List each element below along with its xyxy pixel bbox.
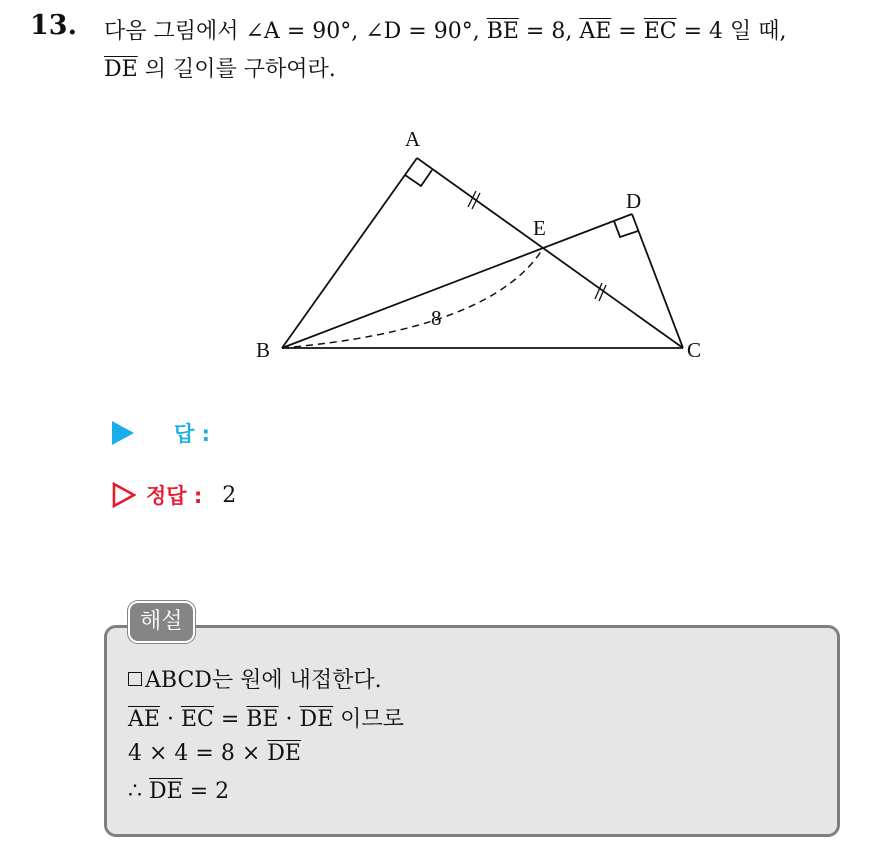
sol-eq: =	[213, 707, 247, 732]
correct-answer-value: 2	[222, 482, 237, 508]
right-angle-mark-a	[405, 170, 432, 186]
segment-ec: $\overline{EC}$	[643, 19, 677, 44]
sol-dot-1: ·	[159, 707, 181, 732]
question-text-a: 다음 그림에서 ∠A = 90°, ∠D = 90°,	[104, 19, 487, 44]
segment-be: $\overline{BE}$	[486, 19, 519, 44]
question-text-c: = 4 일 때,	[676, 19, 787, 44]
segment-bd	[282, 214, 632, 348]
label-c: C	[687, 338, 702, 362]
label-d: D	[626, 189, 642, 213]
label-length-8: 8	[431, 306, 442, 330]
sol-segment-be: $\overline{BE}$	[246, 707, 279, 732]
solution-line-1	[128, 663, 382, 694]
sol-segment-de-3: $\overline{DE}$	[149, 779, 183, 804]
sol-dot-2: ·	[278, 707, 300, 732]
segment-dc	[632, 214, 683, 348]
solution-tab: 해설	[128, 601, 195, 643]
right-angle-mark-d	[614, 221, 638, 237]
quadrilateral-symbol-icon	[128, 672, 142, 686]
sol-segment-ae: $\overline{AE}$	[128, 707, 160, 732]
outline-triangle-icon	[112, 482, 136, 508]
label-e: E	[533, 216, 546, 240]
solution-line-3	[128, 741, 301, 766]
sol-product-text: 4 × 4 = 8 ×	[128, 741, 268, 766]
sol-segment-ec: $\overline{EC}$	[180, 707, 214, 732]
segment-ae: $\overline{AE}$	[579, 19, 612, 44]
label-a: A	[405, 127, 421, 151]
label-b: B	[256, 338, 271, 362]
segment-ab	[282, 158, 417, 348]
segment-ac	[417, 158, 683, 348]
segment-de: $\overline{DE}$	[104, 57, 138, 82]
solution-line-4	[128, 779, 229, 804]
sol-therefore: ∴	[128, 779, 149, 804]
question-text-d: 의 길이를 구하여라.	[137, 57, 336, 82]
sol-tail: 이므로	[333, 707, 404, 732]
question-eq: =	[611, 19, 644, 44]
correct-answer-row	[112, 480, 236, 510]
question-number: 13.	[30, 10, 77, 41]
answer-row	[112, 418, 210, 448]
solution-line-2	[128, 702, 404, 733]
sol-segment-de-2: $\overline{DE}$	[267, 741, 301, 766]
solution-text-1: ABCD는 원에 내접한다.	[145, 668, 382, 693]
play-triangle-icon	[112, 421, 134, 445]
answer-label: 답 :	[174, 422, 210, 446]
sol-segment-de: $\overline{DE}$	[299, 707, 334, 732]
correct-answer-label: 정답 :	[146, 484, 203, 508]
question-text-b: = 8,	[518, 19, 580, 44]
sol-result: = 2	[182, 779, 230, 804]
